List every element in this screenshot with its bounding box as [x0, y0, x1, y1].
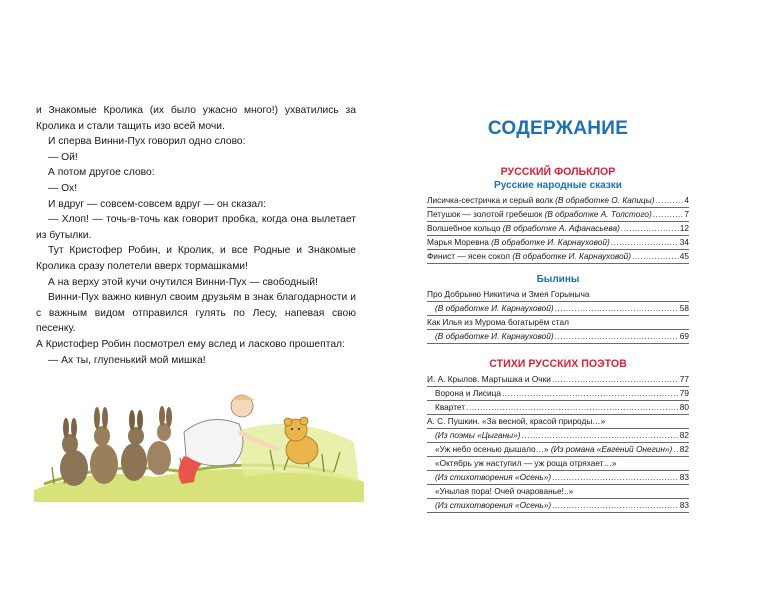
- page-number: 58: [679, 303, 689, 313]
- page-number: 80: [679, 402, 689, 412]
- page-number: 77: [679, 374, 689, 384]
- leader-dots: [632, 250, 679, 263]
- story-text: [36, 103, 356, 368]
- page-number: 4: [684, 195, 689, 205]
- entry-title: «Октябрь уж наступил — уж роща отряхает…»: [435, 458, 617, 468]
- toc-entry[interactable]: [427, 208, 689, 222]
- table-of-contents: [427, 118, 689, 513]
- entry-note: (В обработке О. Капицы): [555, 195, 655, 205]
- story-paragraph: и Знакомые Кролика (их было ужасно много!) ухватились за Кролика и стали тащить изо всей мочи.: [36, 105, 356, 132]
- entry-title: Лисичка-сестричка и серый волк: [427, 195, 553, 205]
- story-illustration: [34, 372, 364, 502]
- toc-entry[interactable]: [427, 387, 689, 401]
- entry-note: (Из романа «Евгений Онегин»): [550, 444, 673, 454]
- entry-title: Ворона и Лисица: [435, 388, 502, 398]
- entry-title: Про Добрыню Никитича и Змея Горыныча: [427, 289, 590, 299]
- page-number: 7: [684, 209, 689, 219]
- page-number: 12: [679, 223, 689, 233]
- page-number: 34: [679, 237, 689, 247]
- leader-dots: [555, 330, 679, 343]
- entry-title: Квартет: [435, 402, 466, 412]
- toc-entry[interactable]: [427, 485, 689, 499]
- entry-note: (В обработке И. Карнауховой): [435, 303, 554, 313]
- page-number: 69: [679, 331, 689, 341]
- page-number: 79: [679, 388, 689, 398]
- entry-title: «Унылая пора! Очей очарованье!..»: [435, 486, 574, 496]
- toc-entry-note[interactable]: [427, 330, 689, 344]
- entry-title: Петушок — золотой гребешок: [427, 209, 543, 219]
- entry-note: (В обработке И. Карнауховой): [435, 331, 554, 341]
- leader-dots: [552, 471, 679, 484]
- entry-note: (В обработке И. Карнауховой): [491, 237, 610, 247]
- leader-dots: [522, 429, 679, 442]
- entry-note: (Из поэмы «Цыганы»): [435, 430, 521, 440]
- entry-note: (В обработке А. Афанасьева): [502, 223, 620, 233]
- story-paragraph: — Хлоп! — точь-в-точь как говорит пробка, когда она вылетает из бутылки.: [36, 214, 356, 241]
- leader-dots: [552, 499, 679, 512]
- entry-note: (В обработке И. Карнауховой): [512, 251, 631, 261]
- toc-entry[interactable]: [427, 194, 689, 208]
- story-paragraph: — Ах ты, глупенький мой мишка!: [48, 354, 206, 366]
- leader-dots: [621, 222, 679, 235]
- toc-entry[interactable]: [427, 415, 689, 429]
- section-heading-poets: СТИХИ РУССКИХ ПОЭТОВ: [489, 358, 627, 370]
- leader-dots: [552, 373, 679, 386]
- rabbits-group: [60, 406, 172, 486]
- entry-note: (В обработке А. Толстого): [544, 209, 652, 219]
- leader-dots: [673, 443, 679, 456]
- toc-entry[interactable]: [427, 288, 689, 302]
- story-paragraph: — Ох!: [48, 182, 78, 194]
- story-paragraph: И сперва Винни-Пух говорил одно слово:: [48, 136, 246, 148]
- story-paragraph: А на верху этой кучи очутился Винни-Пух — свободный!: [48, 276, 318, 288]
- entry-title: Как Илья из Мурома богатырём стал: [427, 317, 569, 327]
- entry-title: Финист — ясен сокол: [427, 251, 511, 261]
- toc-entry[interactable]: [427, 222, 689, 236]
- toc-entry[interactable]: [427, 250, 689, 264]
- toc-entry-note[interactable]: [427, 302, 689, 316]
- toc-entry-note[interactable]: [427, 429, 689, 443]
- entry-title: «Уж небо осенью дышало…»: [435, 444, 549, 454]
- leader-dots: [555, 302, 679, 315]
- story-paragraph: Тут Кристофер Робин, и Кролик, и все Родные и Знакомые Кролика сразу полетели вверх тормашками!: [36, 245, 356, 272]
- page-number: 45: [679, 251, 689, 261]
- section-heading-folklore: РУССКИЙ ФОЛЬКЛОР: [500, 166, 616, 178]
- leader-dots: [611, 236, 679, 249]
- subsection-heading-byliny: Былины: [536, 274, 580, 285]
- leader-dots: [653, 208, 684, 221]
- entry-note: (Из стихотворения «Осень»): [435, 500, 552, 510]
- story-paragraph: И вдруг — совсем-совсем вдруг — он сказал:: [48, 198, 267, 210]
- author-name: И. А. Крылов.: [427, 374, 480, 384]
- toc-entry[interactable]: [427, 401, 689, 415]
- story-paragraph: А Кристофер Робин посмотрел ему вслед и ласково прошептал:: [36, 338, 345, 350]
- page-number: 82: [679, 444, 689, 454]
- entry-title: «За весной, красой природы…»: [481, 416, 606, 426]
- author-name: А. С. Пушкин.: [427, 416, 480, 426]
- toc-entry[interactable]: [427, 457, 689, 471]
- entry-title: Марья Моревна: [427, 237, 489, 247]
- toc-entry[interactable]: [427, 236, 689, 250]
- page-number: 83: [679, 500, 689, 510]
- entry-note: (Из стихотворения «Осень»): [435, 472, 552, 482]
- leader-dots: [502, 387, 679, 400]
- toc-entry[interactable]: [427, 373, 689, 387]
- subsection-heading-tales: Русские народные сказки: [494, 180, 622, 191]
- leader-dots: [656, 194, 684, 207]
- toc-title: СОДЕРЖАНИЕ: [487, 118, 629, 139]
- entry-title: Волшебное кольцо: [427, 223, 501, 233]
- toc-entry-note[interactable]: [427, 471, 689, 485]
- toc-entry-note[interactable]: [427, 499, 689, 513]
- page-number: 83: [679, 472, 689, 482]
- entry-title: Мартышка и Очки: [481, 374, 551, 384]
- toc-entry[interactable]: [427, 443, 689, 457]
- story-paragraph: Винни-Пух важно кивнул своим друзьям в знак благодарности и с важным видом отправился гулять по Лесу, напевая свою песенку.: [36, 292, 356, 335]
- story-paragraph: — Ой!: [48, 151, 78, 163]
- story-paragraph: А потом другое слово:: [48, 167, 155, 179]
- leader-dots: [466, 401, 679, 414]
- page-number: 82: [679, 430, 689, 440]
- toc-entry[interactable]: [427, 316, 689, 330]
